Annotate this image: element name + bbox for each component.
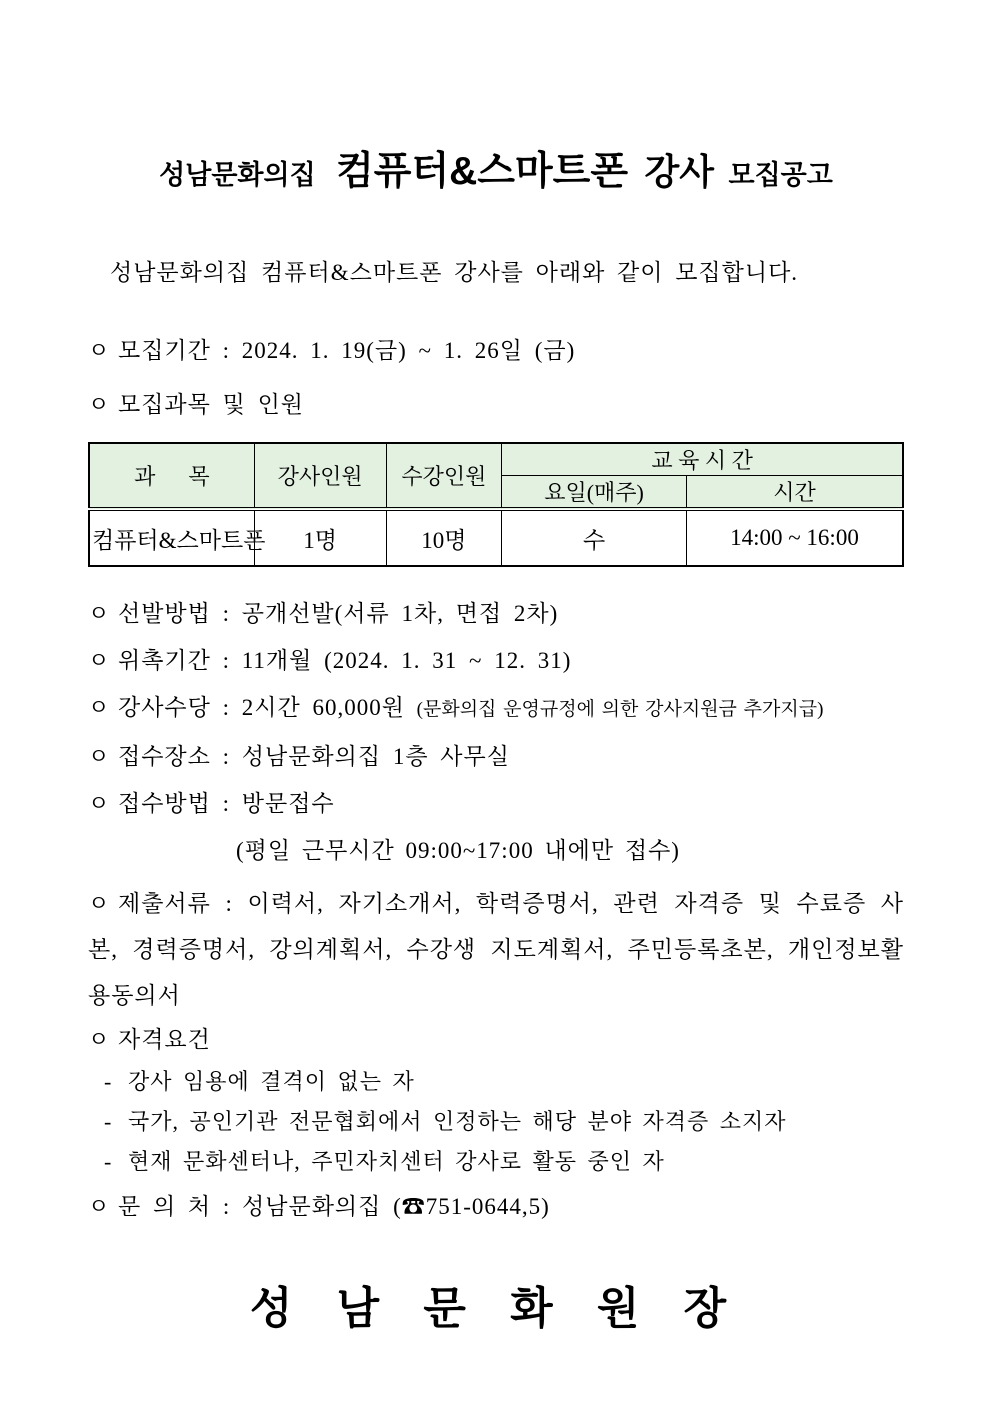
- recruit-subject-text: 모집과목 및 인원: [118, 392, 305, 417]
- header-day: 요일(매주): [502, 476, 687, 510]
- signature-line: 성 남 문 화 원 장: [249, 1284, 743, 1333]
- qualification-item: [104, 1110, 904, 1134]
- pay-line: [88, 691, 904, 727]
- table-row: [89, 509, 903, 566]
- documents-text: 제출서류 : 이력서, 자기소개서, 학력증명서, 관련 자격증 및 수료증 사본, 경력증명서, 강의계획서, 수강생 지도계획서, 주민등록초본, 개인정보활용동의서: [88, 891, 904, 1008]
- cell-instructor-count: 1명: [254, 509, 386, 566]
- documents-paragraph: [88, 881, 904, 1019]
- method-line: [88, 787, 904, 821]
- recruit-period-text: 모집기간 : 2024. 1. 19(금) ~ 1. 26일 (금): [118, 338, 576, 363]
- qualification-item-text: 강사 임용에 결격이 없는 자: [128, 1069, 415, 1094]
- qualification-item-text: 현재 문화센터나, 주민자치센터 강사로 활동 중인 자: [128, 1149, 665, 1174]
- term-text: 위촉기간 : 11개월 (2024. 1. 31 ~ 12. 31): [118, 648, 572, 673]
- recruit-period-line: [88, 334, 904, 368]
- circle-bullet: ㅇ: [88, 601, 111, 626]
- circle-bullet: ㅇ: [88, 695, 111, 720]
- header-edu-time: 교 육 시 간: [502, 443, 903, 476]
- selection-line: [88, 597, 904, 631]
- dash-bullet: -: [104, 1149, 113, 1174]
- header-subject: 과 목: [89, 443, 254, 509]
- circle-bullet: ㅇ: [88, 648, 111, 673]
- circle-bullet: ㅇ: [88, 1027, 111, 1052]
- page-title: [88, 150, 904, 202]
- title-subject: 컴퓨터&스마트폰: [336, 150, 629, 193]
- place-text: 접수장소 : 성남문화의집 1층 사무실: [118, 744, 510, 769]
- header-student-count: 수강인원: [386, 443, 502, 509]
- cell-time: 14:00 ~ 16:00: [686, 509, 903, 566]
- place-line: [88, 740, 904, 774]
- selection-text: 선발방법 : 공개선발(서류 1차, 면접 2차): [118, 601, 559, 626]
- qualification-item-text: 국가, 공인기관 전문협회에서 인정하는 해당 분야 자격증 소지자: [128, 1109, 787, 1134]
- title-type: 모집공고: [728, 160, 833, 190]
- cell-day: 수: [502, 509, 687, 566]
- circle-bullet: ㅇ: [88, 338, 111, 363]
- title-role: 강사: [644, 151, 715, 192]
- header-instructor-count: 강사인원: [254, 443, 386, 509]
- circle-bullet: ㅇ: [88, 1194, 111, 1219]
- title-org: 성남문화의집: [159, 160, 316, 190]
- cell-subject: 컴퓨터&스마트폰: [89, 509, 254, 566]
- contact-line: [88, 1190, 904, 1224]
- circle-bullet: ㅇ: [88, 791, 111, 816]
- recruit-subject-line: [88, 388, 904, 422]
- header-time: 시간: [686, 476, 903, 510]
- intro-sentence: 성남문화의집 컴퓨터&스마트폰 강사를 아래와 같이 모집합니다.: [110, 260, 799, 285]
- circle-bullet: ㅇ: [88, 891, 111, 916]
- qualification-title-text: 자격요건: [118, 1027, 211, 1052]
- pay-main-text: 강사수당 : 2시간 60,000원: [118, 695, 405, 720]
- recruit-table: [88, 442, 904, 567]
- cell-student-count: 10명: [386, 509, 502, 566]
- circle-bullet: ㅇ: [88, 744, 111, 769]
- pay-note-text: (문화의집 운영규정에 의한 강사지원금 추가지급): [416, 699, 824, 720]
- term-line: [88, 644, 904, 678]
- dash-bullet: -: [104, 1069, 113, 1094]
- qualification-title-line: [88, 1023, 904, 1057]
- contact-text: 문 의 처 : 성남문화의집 (☎751-0644,5): [118, 1194, 550, 1219]
- circle-bullet: ㅇ: [88, 392, 111, 417]
- qualification-item: [104, 1070, 904, 1094]
- table-header-row-1: [89, 443, 903, 476]
- method-note-line: (평일 근무시간 09:00~17:00 내에만 접수): [236, 838, 680, 863]
- method-text: 접수방법 : 방문접수: [118, 791, 335, 816]
- dash-bullet: -: [104, 1109, 113, 1134]
- qualification-item: [104, 1150, 904, 1174]
